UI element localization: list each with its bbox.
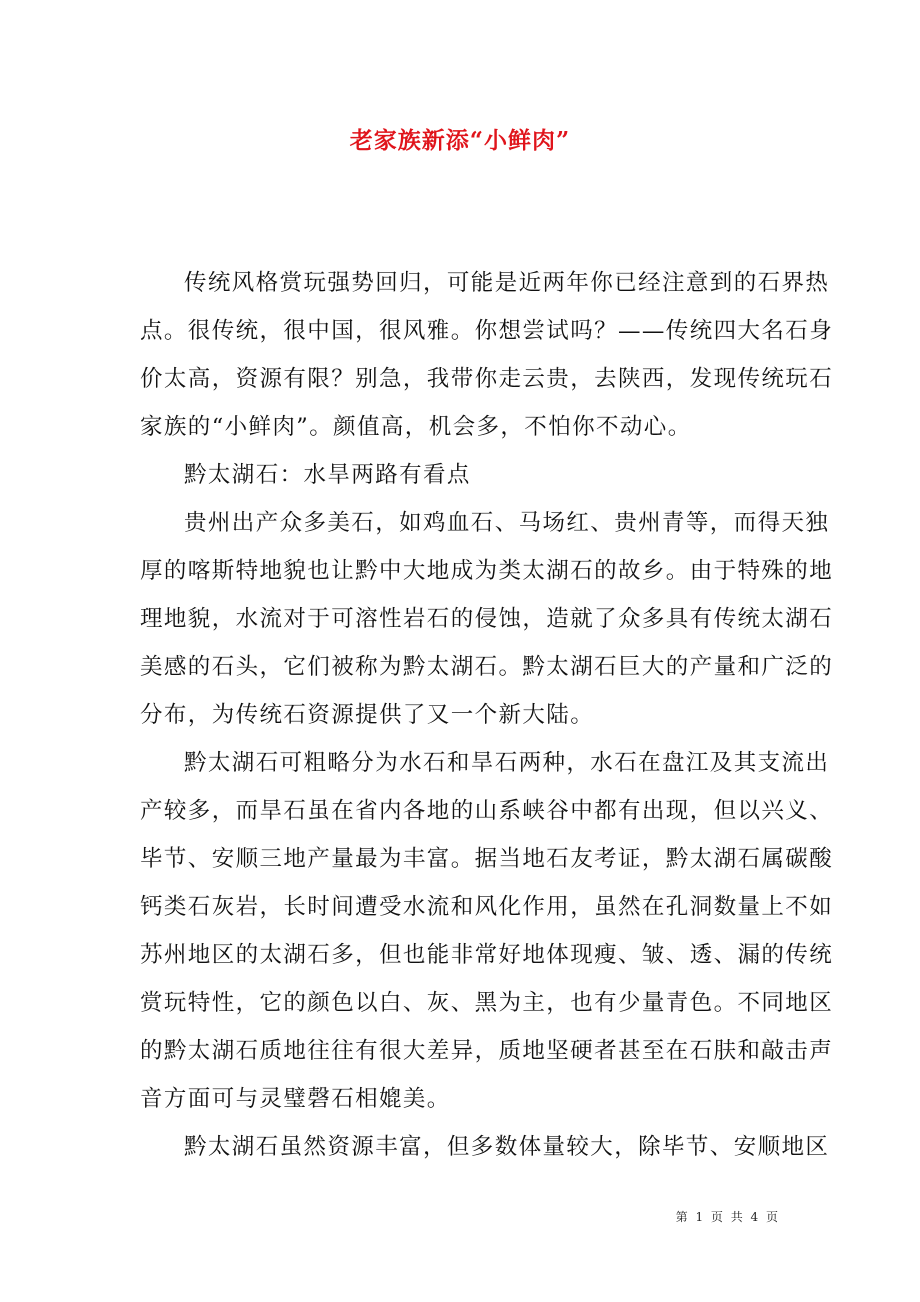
- text-line: 黔太湖石虽然资源丰富，但多数体量较大，除毕节、安顺地区: [184, 1134, 830, 1160]
- document-title: 老家族新添“小鲜肉”: [349, 127, 571, 154]
- text-line: 音方面可与灵璧磬石相媲美。: [140, 1086, 451, 1112]
- text-line: 黔太湖石可粗略分为水石和旱石两种，水石在盘江及其支流出: [184, 750, 830, 776]
- text-line: 美感的石头，它们被称为黔太湖石。黔太湖石巨大的产量和广泛的: [140, 654, 834, 680]
- text-line: 产较多，而旱石虽在省内各地的山系峡谷中都有出现，但以兴义、: [140, 798, 834, 824]
- paragraph: [140, 499, 834, 739]
- paragraph: [140, 259, 834, 451]
- paragraph: [140, 1123, 830, 1171]
- text-line: 价太高，资源有限？别急，我带你走云贵，去陕西，发现传统玩石: [140, 366, 834, 392]
- page-number: 第 1 页 共 4 页: [675, 1210, 780, 1224]
- text-line: 理地貌，水流对于可溶性岩石的侵蚀，造就了众多具有传统太湖石: [140, 606, 834, 632]
- paragraph: [140, 739, 834, 1123]
- text-line: 黔太湖石：水旱两路有看点: [184, 462, 471, 488]
- text-line: 苏州地区的太湖石多，但也能非常好地体现瘦、皱、透、漏的传统: [140, 942, 834, 968]
- document-body: [140, 259, 834, 1171]
- text-line: 贵州出产众多美石，如鸡血石、马场红、贵州青等，而得天独: [184, 510, 830, 536]
- text-line: 钙类石灰岩，长时间遭受水流和风化作用，虽然在孔洞数量上不如: [140, 894, 834, 920]
- text-line: 的黔太湖石质地往往有很大差异，质地坚硬者甚至在石肤和敲击声: [140, 1038, 834, 1064]
- text-line: 赏玩特性，它的颜色以白、灰、黑为主，也有少量青色。不同地区: [140, 990, 834, 1016]
- text-line: 传统风格赏玩强势回归，可能是近两年你已经注意到的石界热: [184, 270, 830, 296]
- text-line: 点。很传统，很中国，很风雅。你想尝试吗？——传统四大名石身: [140, 318, 834, 344]
- text-line: 毕节、安顺三地产量最为丰富。据当地石友考证，黔太湖石属碳酸: [140, 846, 834, 872]
- text-line: 家族的“小鲜肉”。颜值高，机会多，不怕你不动心。: [140, 414, 692, 440]
- section-heading: [140, 451, 780, 499]
- text-line: 分布，为传统石资源提供了又一个新大陆。: [140, 702, 595, 728]
- text-line: 厚的喀斯特地貌也让黔中大地成为类太湖石的故乡。由于特殊的地: [140, 558, 834, 584]
